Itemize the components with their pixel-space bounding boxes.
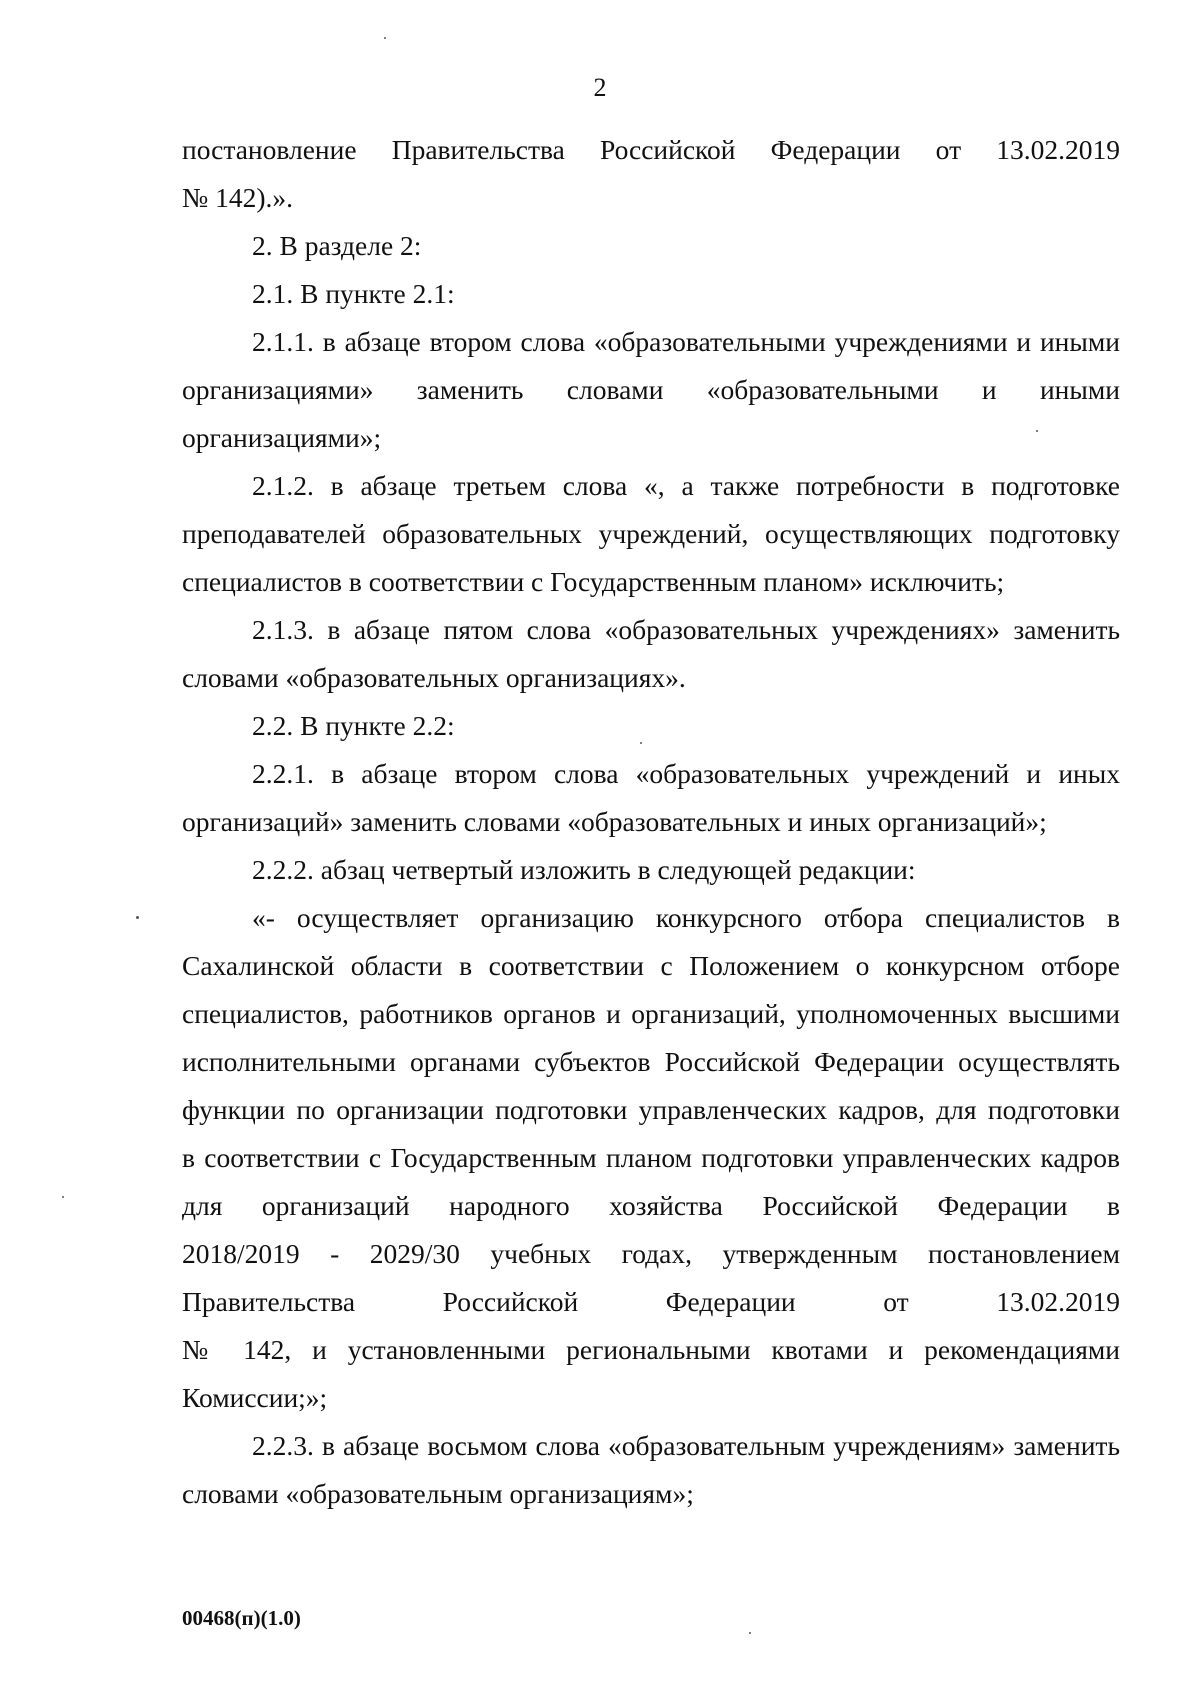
text-line: 2. В разделе 2: [252, 230, 422, 261]
text-line: № 142, и установленными региональными квотами и рекомендациями [182, 1334, 1120, 1365]
document-body [182, 126, 1120, 1518]
text-line: 2018/2019 - 2029/30 учебных годах, утвержденным постановлением [182, 1238, 1120, 1269]
text-line: словами «образовательным организациям»; [182, 1478, 694, 1509]
text-line: словами «образовательных организациях». [182, 662, 686, 693]
text-line: № 142).». [182, 182, 294, 213]
text-line: исполнительными органами субъектов Российской Федерации осуществлять [182, 1046, 1120, 1077]
text-line: Правительства Российской Федерации от 13.02.2019 [182, 1286, 1120, 1317]
text-line: 2.2.2. абзац четвертый изложить в следующей редакции: [252, 854, 916, 885]
scan-speck [1036, 430, 1038, 432]
text-line: Комиссии;»; [182, 1382, 328, 1413]
text-line: 2.2. В пункте 2.2: [252, 710, 455, 741]
text-line: 2.2.1. в абзаце втором слова «образовательных учреждений и иных [252, 758, 1120, 789]
text-line: специалистов, работников органов и организаций, уполномоченных высшими [182, 998, 1120, 1029]
text-line: организациями»; [182, 422, 382, 453]
text-line: 2.1.1. в абзаце втором слова «образовательными учреждениями и иными [252, 326, 1120, 357]
text-line: Сахалинской области в соответствии с Положением о конкурсном отборе [182, 950, 1120, 981]
text-line: организациями» заменить словами «образовательными и иными [182, 374, 1120, 405]
text-line: специалистов в соответствии с Государственным планом» исключить; [182, 566, 1005, 597]
text-line: 2.2.3. в абзаце восьмом слова «образовательным учреждениям» заменить [252, 1430, 1120, 1461]
text-line: постановление Правительства Российской Федерации от 13.02.2019 [182, 134, 1120, 165]
text-line: «- осуществляет организацию конкурсного отбора специалистов в [252, 902, 1120, 933]
text-line: для организаций народного хозяйства Российской Федерации в [182, 1190, 1120, 1221]
text-line: 2.1.3. в абзаце пятом слова «образовательных учреждениях» заменить [252, 614, 1120, 645]
text-line: организаций» заменить словами «образовательных и иных организаций»; [182, 806, 1047, 837]
scan-speck [749, 1632, 751, 1634]
scan-speck [384, 37, 386, 39]
page-number: 2 [593, 73, 607, 102]
text-line: 2.1.2. в абзаце третьем слова «, а также потребности в подготовке [252, 470, 1120, 501]
scan-speck [640, 742, 642, 744]
text-line: преподавателей образовательных учреждений, осуществляющих подготовку [182, 518, 1120, 549]
scan-speck [136, 916, 139, 919]
document-code: 00468(п)(1.0) [182, 1606, 301, 1630]
text-line: 2.1. В пункте 2.1: [252, 278, 455, 309]
text-line: в соответствии с Государственным планом подготовки управленческих кадров [182, 1142, 1120, 1173]
text-line: функции по организации подготовки управленческих кадров, для подготовки [182, 1094, 1120, 1125]
scan-speck [62, 1196, 64, 1198]
